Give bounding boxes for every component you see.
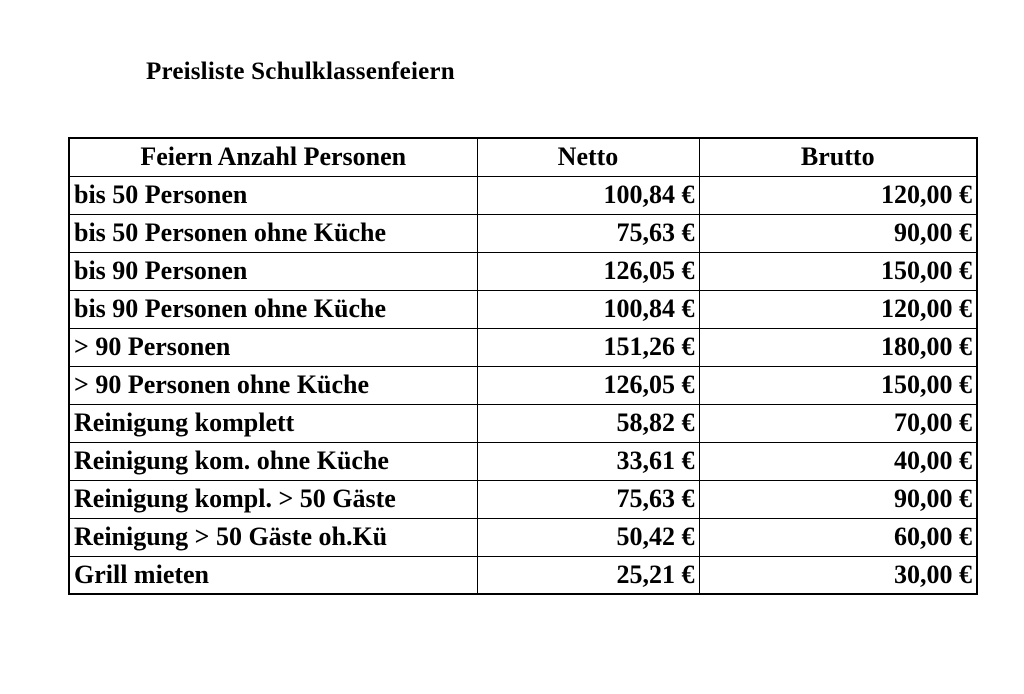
netto-value: 126,05 € — [477, 366, 699, 404]
row-label: bis 50 Personen ohne Küche — [69, 214, 477, 252]
table-row — [69, 176, 977, 214]
table-row — [69, 556, 977, 594]
brutto-value: 120,00 € — [699, 176, 977, 214]
brutto-value: 150,00 € — [699, 366, 977, 404]
netto-value: 75,63 € — [477, 214, 699, 252]
row-label: Grill mieten — [69, 556, 477, 594]
netto-value: 100,84 € — [477, 290, 699, 328]
table-row — [69, 328, 977, 366]
table-row — [69, 404, 977, 442]
table-row — [69, 214, 977, 252]
row-label: Reinigung > 50 Gäste oh.Kü — [69, 518, 477, 556]
price-table — [68, 137, 978, 595]
table-row — [69, 518, 977, 556]
row-label: bis 90 Personen ohne Küche — [69, 290, 477, 328]
page-title: Preisliste Schulklassenfeiern — [146, 58, 455, 85]
brutto-value: 30,00 € — [699, 556, 977, 594]
header-netto: Netto — [477, 138, 699, 176]
brutto-value: 90,00 € — [699, 480, 977, 518]
brutto-value: 120,00 € — [699, 290, 977, 328]
table-row — [69, 290, 977, 328]
row-label: > 90 Personen — [69, 328, 477, 366]
brutto-value: 90,00 € — [699, 214, 977, 252]
header-brutto: Brutto — [699, 138, 977, 176]
table-row — [69, 480, 977, 518]
row-label: bis 50 Personen — [69, 176, 477, 214]
row-label: Reinigung kompl. > 50 Gäste — [69, 480, 477, 518]
table-row — [69, 252, 977, 290]
header-persons: Feiern Anzahl Personen — [69, 138, 477, 176]
netto-value: 33,61 € — [477, 442, 699, 480]
brutto-value: 60,00 € — [699, 518, 977, 556]
row-label: > 90 Personen ohne Küche — [69, 366, 477, 404]
row-label: Reinigung komplett — [69, 404, 477, 442]
brutto-value: 70,00 € — [699, 404, 977, 442]
netto-value: 58,82 € — [477, 404, 699, 442]
netto-value: 126,05 € — [477, 252, 699, 290]
netto-value: 75,63 € — [477, 480, 699, 518]
netto-value: 100,84 € — [477, 176, 699, 214]
table-row — [69, 366, 977, 404]
netto-value: 50,42 € — [477, 518, 699, 556]
netto-value: 151,26 € — [477, 328, 699, 366]
brutto-value: 40,00 € — [699, 442, 977, 480]
brutto-value: 180,00 € — [699, 328, 977, 366]
row-label: bis 90 Personen — [69, 252, 477, 290]
netto-value: 25,21 € — [477, 556, 699, 594]
table-row — [69, 442, 977, 480]
row-label: Reinigung kom. ohne Küche — [69, 442, 477, 480]
brutto-value: 150,00 € — [699, 252, 977, 290]
table-header-row — [69, 138, 977, 176]
